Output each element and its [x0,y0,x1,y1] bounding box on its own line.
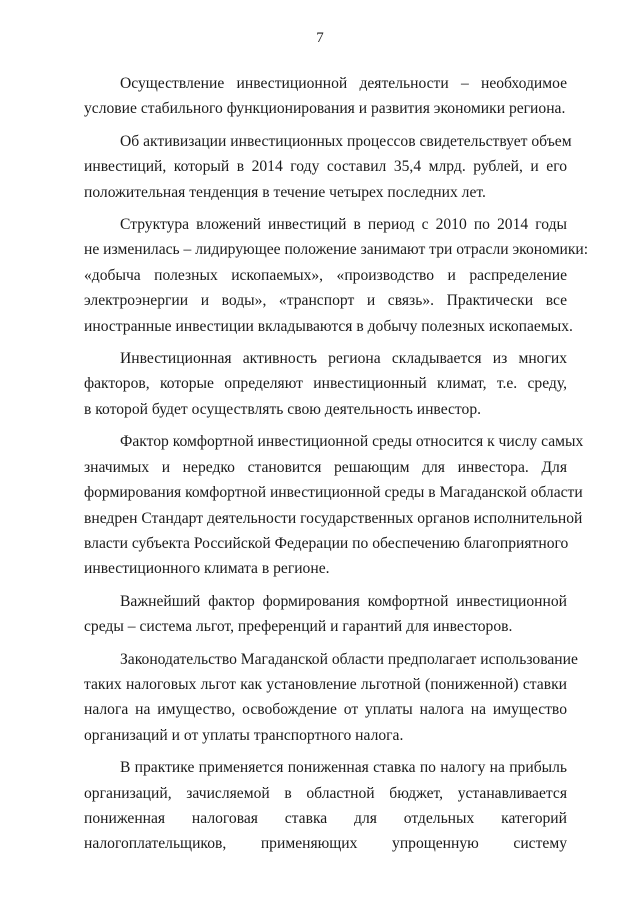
text-line: Об активизации инвестиционных процессов свидетельствует объем [120,132,572,150]
text-line: иностранные инвестиции вкладываются в добычу полезных ископаемых. [84,317,573,335]
text-line: условие стабильного функционирования и развития экономики региона. [84,100,566,118]
text-line: организаций, зачисляемой в областной бюджет, устанавливается [84,784,567,802]
text-line: внедрен Стандарт деятельности государственных органов исполнительной [84,509,583,527]
text-line: инвестиционного климата в регионе. [84,560,330,578]
text-line: факторов, которые определяют инвестиционный климат, т.е. среду, [84,375,567,393]
text-line: среды – система льгот, преференций и гарантий для инвесторов. [84,618,513,636]
text-line: в которой будет осуществлять свою деятельность инвестор. [84,400,482,418]
text-line: положительная тенденция в течение четырех последних лет. [84,183,486,201]
text-line: пониженная налоговая ставка для отдельных категорий [84,809,567,827]
text-line: Инвестиционная активность региона складывается из многих [120,350,567,368]
text-line: таких налоговых льгот как установление льготной (пониженной) ставки [84,675,567,693]
paragraph [84,71,567,122]
text-line: электроэнергии и воды», «транспорт и связь». Практически все [84,292,567,310]
text-line: Законодательство Магаданской области предполагает использование [120,650,578,668]
text-line: налогоплательщиков, применяющих упрощенную систему [84,835,567,853]
text-line: Важнейший фактор формирования комфортной инвестиционной [120,592,567,610]
text-line: В практике применяется пониженная ставка по налогу на прибыль [120,759,567,777]
text-line: налога на имущество, освобождение от уплаты налога на имущество [84,701,567,719]
paragraph [84,429,584,581]
paragraph [84,755,567,857]
text-line: Осуществление инвестиционной деятельности – необходимое [120,75,567,92]
text-line: Структура вложений инвестиций в период с 2010 по 2014 годы [120,216,567,234]
text-line: Фактор комфортной инвестиционной среды относится к числу самых [120,433,584,451]
text-line: не изменилась – лидирующее положение занимают три отрасли экономики: [84,241,589,259]
text-line: власти субъекта Российской Федерации по обеспечению благоприятного [84,534,569,552]
text-line: значимых и нередко становится решающим для инвестора. Для [84,458,567,476]
text-line: инвестиций, который в 2014 году составил 35,4 млрд. рублей, и его [84,158,567,176]
document-body [84,71,589,864]
text-line: формирования комфортной инвестиционной среды в Магаданской области [84,484,583,502]
paragraph [84,647,578,749]
page-number: 7 [316,30,324,46]
paragraph [84,589,567,640]
paragraph [84,212,589,339]
paragraph [84,346,567,422]
paragraph [84,129,572,205]
text-line: организаций и от уплаты транспортного налога. [84,726,404,744]
text-line: «добыча полезных ископаемых», «производство и распределение [84,266,567,284]
